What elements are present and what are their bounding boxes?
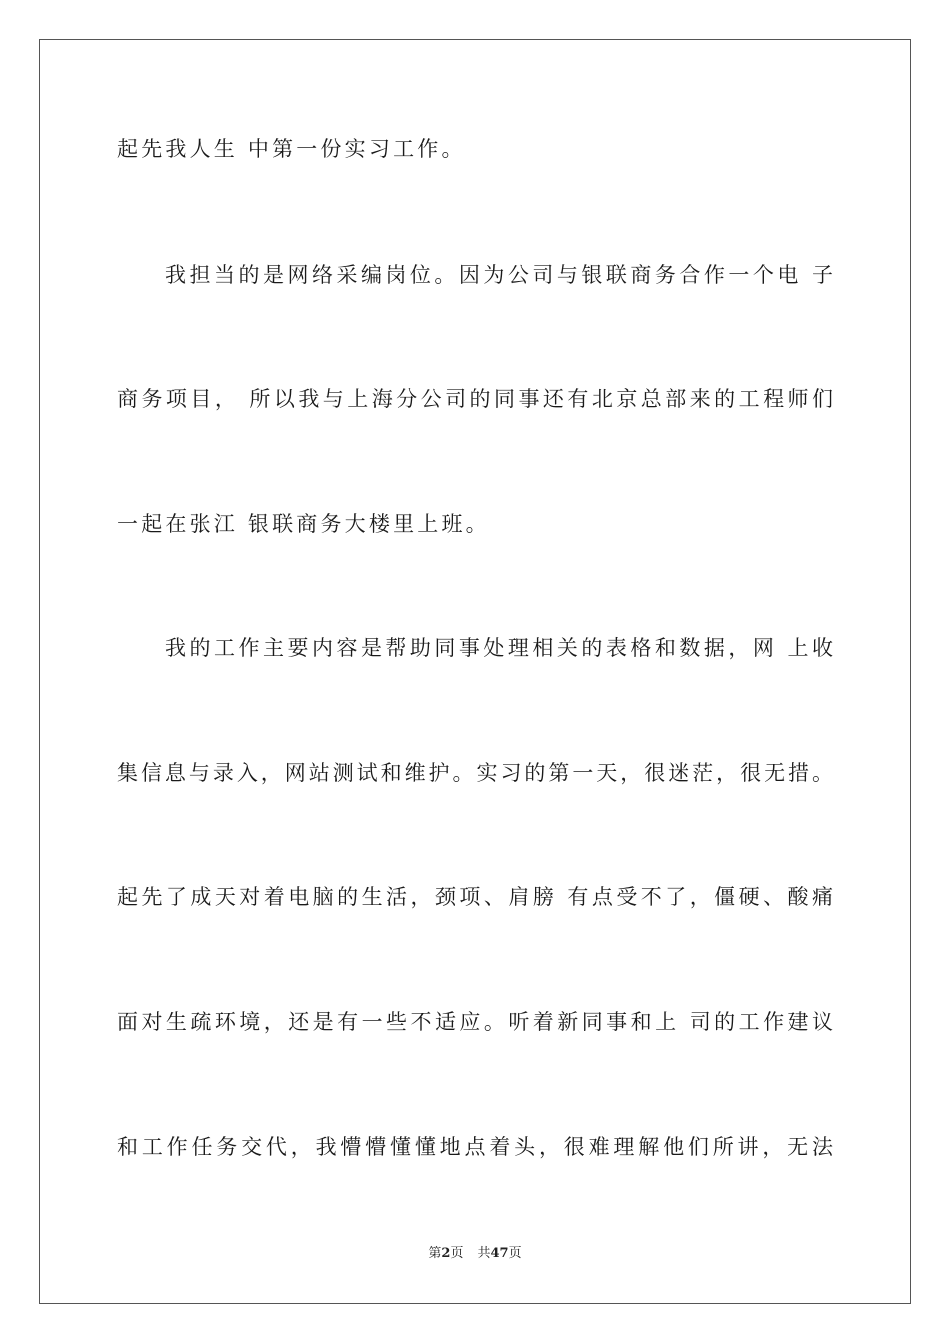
body-line-7: 起先了成天对着电脑的生活，颈项、肩膀 有点受不了，僵硬、酸痛 bbox=[117, 885, 833, 909]
footer-total-pages: 47 bbox=[490, 1246, 509, 1261]
body-line-2: 我担当的是网络采编岗位。因为公司与银联商务合作一个电 子 bbox=[165, 263, 833, 287]
body-line-8: 面对生疏环境，还是有一些不适应。听着新同事和上 司的工作建议 bbox=[117, 1010, 833, 1034]
body-line-5: 我的工作主要内容是帮助同事处理相关的表格和数据，网 上收 bbox=[165, 636, 833, 660]
page-frame bbox=[39, 39, 911, 1304]
body-line-4: 一起在张江 银联商务大楼里上班。 bbox=[117, 512, 490, 536]
body-line-6: 集信息与录入，网站测试和维护。实习的第一天，很迷茫，很无措。 bbox=[117, 761, 833, 785]
footer-page-suffix: 页 bbox=[450, 1246, 464, 1261]
footer-total-suffix: 页 bbox=[508, 1246, 522, 1261]
page-footer bbox=[0, 1245, 950, 1263]
footer-page-number: 2 bbox=[441, 1246, 451, 1261]
body-line-9: 和工作任务交代，我懵懵懂懂地点着头，很难理解他们所讲，无法 bbox=[117, 1135, 833, 1159]
footer-page-prefix: 第 bbox=[428, 1246, 442, 1261]
footer-total-prefix: 共 bbox=[477, 1246, 491, 1261]
body-line-1: 起先我人生 中第一份实习工作。 bbox=[117, 137, 466, 161]
body-line-3: 商务项目， 所以我与上海分公司的同事还有北京总部来的工程师们 bbox=[117, 387, 833, 411]
